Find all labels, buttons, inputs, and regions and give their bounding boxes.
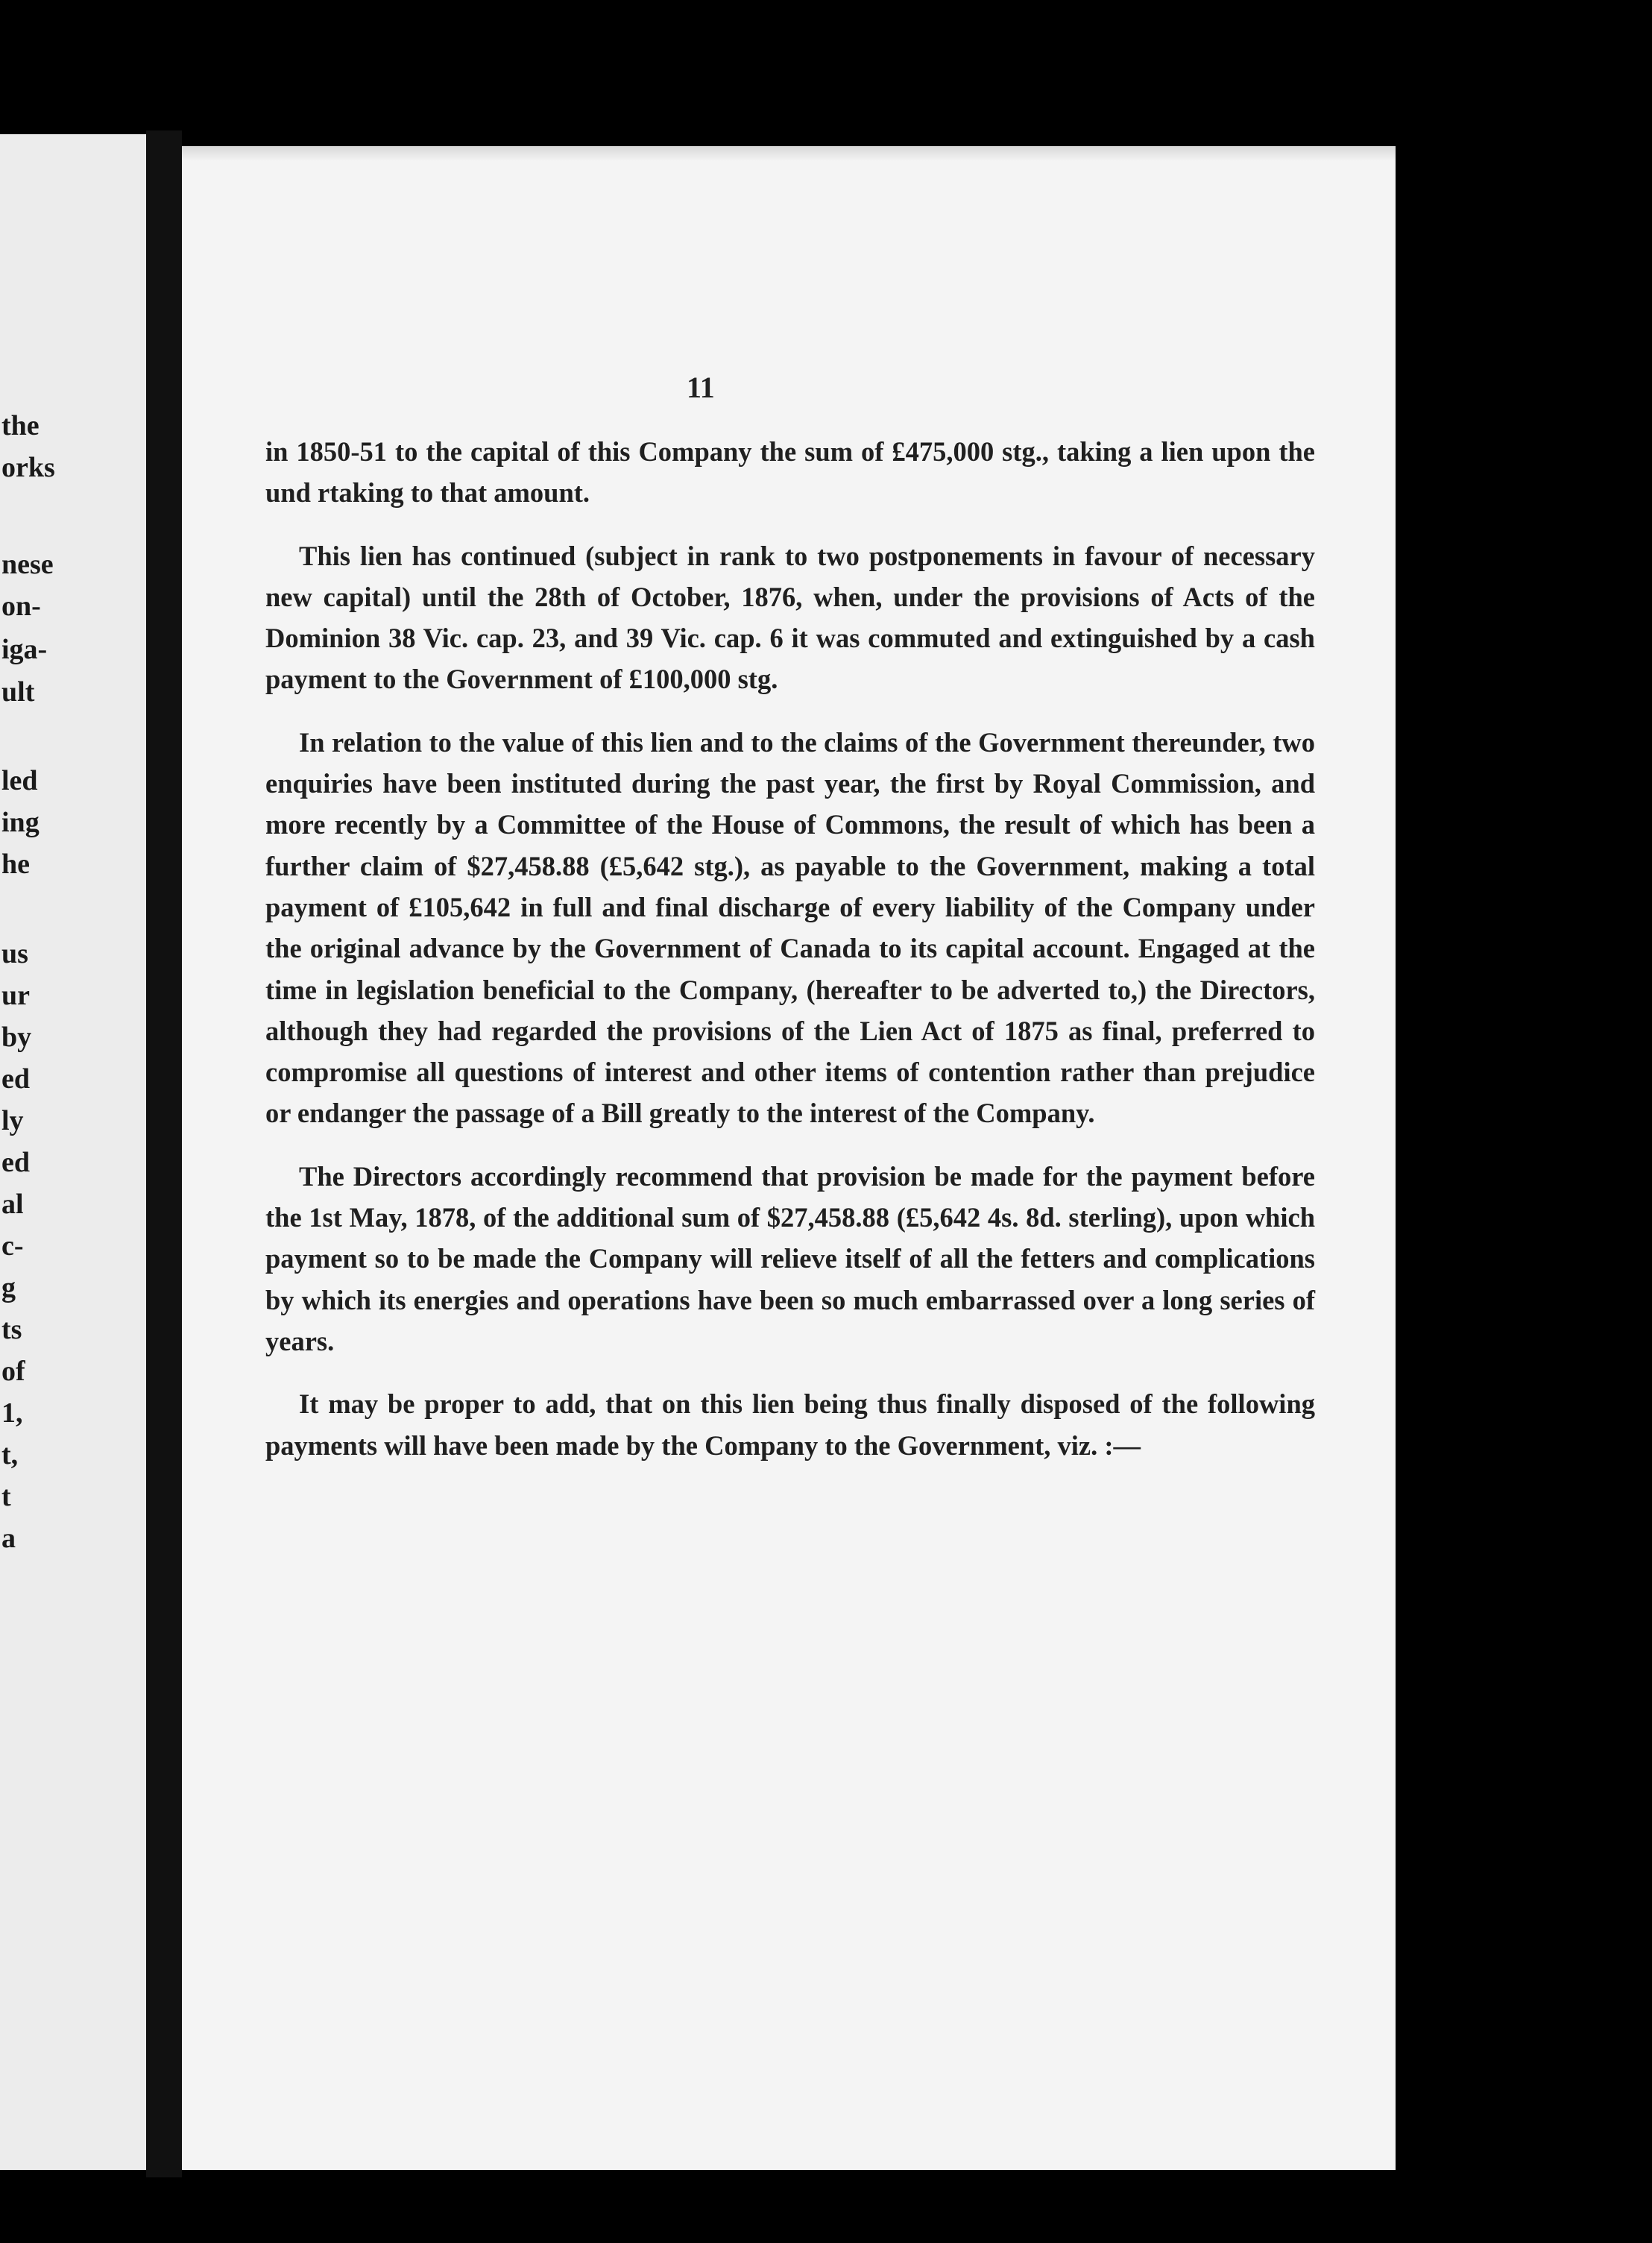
paragraph-recommendation: The Directors accordingly recommend that provision be made for the payment before the 1st May, 1878, of the additional sum of $27,458.88 (£5,642 4s. 8d. sterling), upon which payment so to be made the Company will relieve itself of all the fetters and complications by which its energies and operations have been so much embarrassed over a long series of years. bbox=[265, 1160, 1315, 1356]
paragraph-payments-intro: It may be proper to add, that on this lien being thus finally disposed of the following payments will have been made by the Company to the Government, viz. :— bbox=[265, 1388, 1315, 1461]
book-gutter bbox=[146, 130, 182, 2177]
paragraph-lien-continued: This lien has continued (subject in rank to two postponements in favour of necessary new capital) until the 28th of October, 1876, when, under the provisions of Acts of the Dominion 38 Vic. cap. 23, and 39 Vic. cap. 6 it was commuted and extinguished by a cash payment to the Government of £100,000 stg. bbox=[265, 540, 1315, 695]
left-page-text: ed bbox=[1, 1147, 30, 1178]
left-page-text: a bbox=[1, 1523, 16, 1554]
left-page-text: by bbox=[1, 1022, 32, 1053]
left-page-text: of bbox=[1, 1356, 25, 1387]
page-edge-shadow bbox=[182, 146, 1396, 161]
left-page-text: led bbox=[1, 765, 38, 796]
document-page bbox=[182, 146, 1396, 2170]
left-page-text: t bbox=[1, 1481, 11, 1512]
page-number: 11 bbox=[687, 371, 715, 404]
left-page-text: us bbox=[1, 938, 28, 969]
left-page-text: c- bbox=[1, 1230, 24, 1262]
left-page-text: t, bbox=[1, 1439, 19, 1470]
paragraph-enquiries: In relation to the value of this lien and to the claims of the Government thereunder, two enquiries have been instituted during the past year, the first by Royal Commission, and more recently by a Committee of the House of Commons, the result of which has been a further claim of $27,458.88 (£5,642 stg.), as payable to the Government, making a total payment of £105,642 in full and final discharge of every liability of the Company under the original advance by the Government of Canada to its capital account. Engaged at the time in legislation beneficial to the Company, (hereafter to be adverted to,) the Directors, although they had regarded the provisions of the Lien Act of 1875 as final, preferred to compromise all questions of interest and other items of contention rather than prejudice or endanger the passage of a Bill greatly to the interest of the Company. bbox=[265, 726, 1315, 1129]
left-page-text: 1, bbox=[1, 1397, 23, 1429]
left-page-text: the bbox=[1, 410, 40, 441]
left-page-text: ing bbox=[1, 807, 40, 838]
left-page-text: ur bbox=[1, 980, 30, 1011]
left-page-text: al bbox=[1, 1189, 24, 1220]
left-page-text: ed bbox=[1, 1063, 30, 1095]
left-page-text: ult bbox=[1, 676, 35, 708]
paragraph-continuation: in 1850-51 to the capital of this Company the sum of £475,000 stg., taking a lien upon the und rtaking to that amount. bbox=[265, 436, 1315, 509]
page-body bbox=[265, 431, 1315, 1488]
left-page-text: iga- bbox=[1, 634, 48, 665]
left-page-text: ts bbox=[1, 1314, 22, 1345]
left-page-text: nese bbox=[1, 549, 54, 580]
left-page-fragment bbox=[0, 134, 146, 2170]
left-page-text: orks bbox=[1, 452, 55, 483]
left-page-text: g bbox=[1, 1272, 16, 1303]
left-page-text: ly bbox=[1, 1105, 24, 1136]
left-page-text: on- bbox=[1, 591, 41, 622]
left-page-text: he bbox=[1, 849, 30, 880]
